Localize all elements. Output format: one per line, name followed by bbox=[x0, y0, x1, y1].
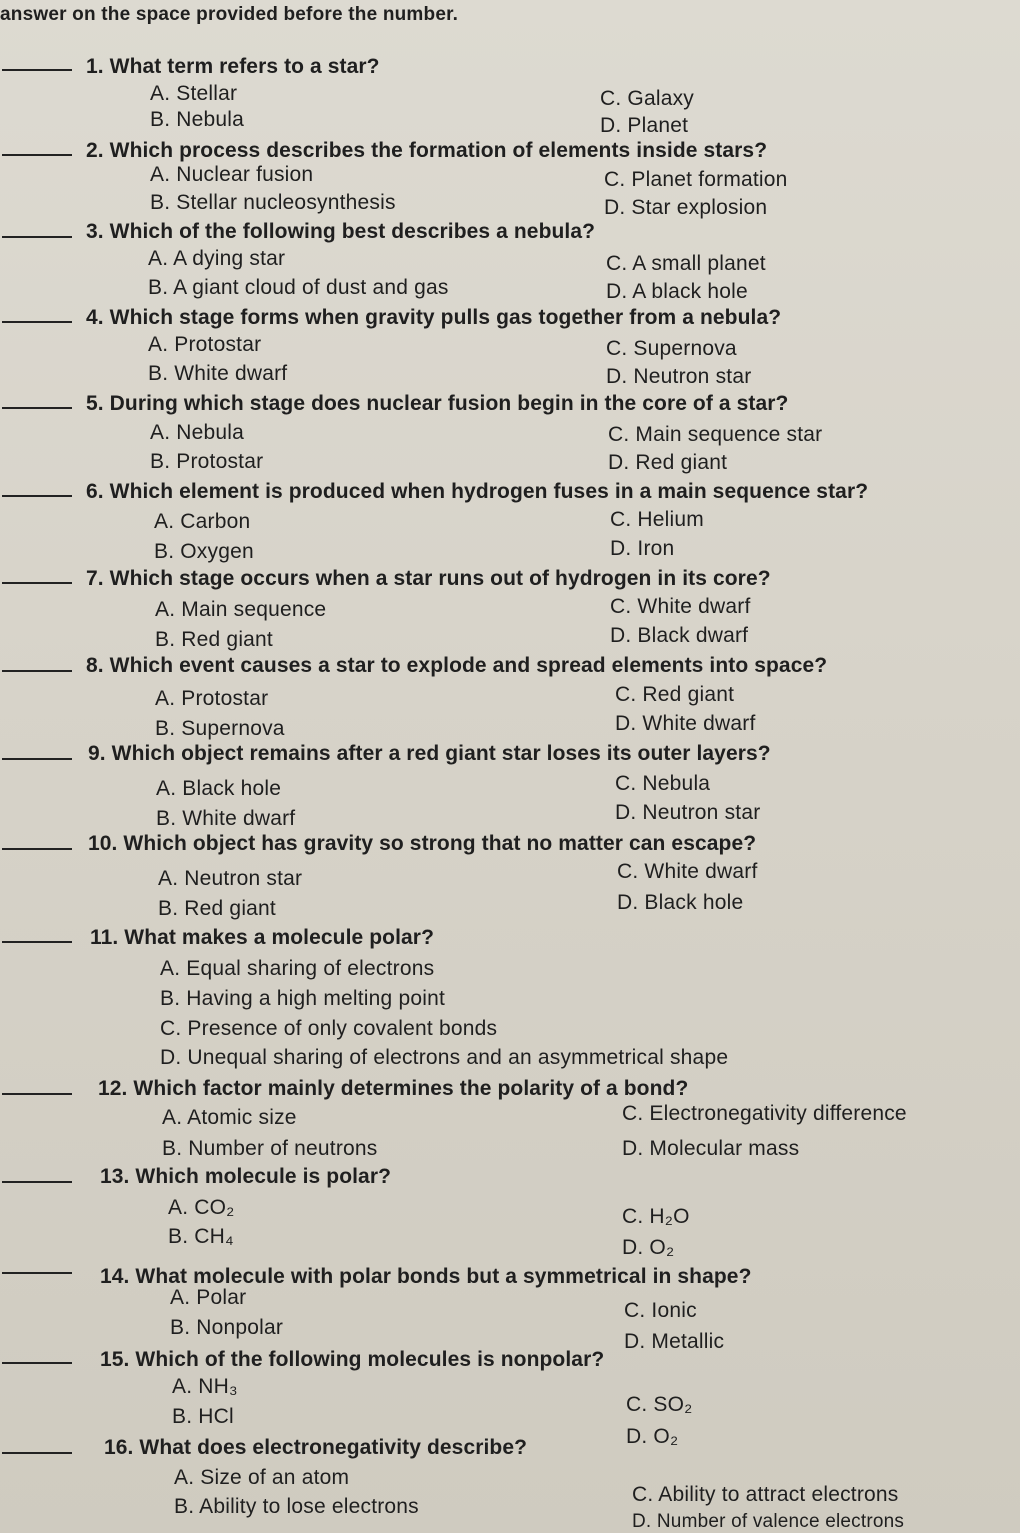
answer-blank-9[interactable] bbox=[2, 758, 72, 760]
question-5: 5. During which stage does nuclear fusion begin in the core of a star? bbox=[86, 392, 789, 415]
answer-blank-11[interactable] bbox=[2, 941, 72, 943]
option-16-d: D. Number of valence electrons bbox=[632, 1511, 905, 1532]
answer-blank-5[interactable] bbox=[2, 407, 72, 409]
option-3-c: C. A small planet bbox=[606, 252, 766, 275]
answer-blank-2[interactable] bbox=[2, 154, 72, 156]
option-1-c: C. Galaxy bbox=[600, 87, 694, 110]
option-16-a: A. Size of an atom bbox=[174, 1466, 350, 1489]
answer-blank-16[interactable] bbox=[2, 1452, 72, 1454]
option-13-c: C. H₂O bbox=[622, 1205, 690, 1228]
option-7-d: D. Black dwarf bbox=[610, 624, 749, 647]
question-10: 10. Which object has gravity so strong that no matter can escape? bbox=[88, 832, 757, 855]
option-12-b: B. Number of neutrons bbox=[162, 1137, 378, 1160]
answer-blank-14[interactable] bbox=[2, 1272, 72, 1274]
option-8-b: B. Supernova bbox=[155, 717, 285, 740]
option-7-b: B. Red giant bbox=[155, 628, 273, 651]
option-9-b: B. White dwarf bbox=[156, 807, 296, 830]
option-11-a: A. Equal sharing of electrons bbox=[160, 957, 435, 980]
option-9-a: A. Black hole bbox=[156, 777, 282, 800]
option-8-c: C. Red giant bbox=[615, 683, 735, 706]
option-4-a: A. Protostar bbox=[148, 333, 262, 356]
option-16-c: C. Ability to attract electrons bbox=[632, 1483, 899, 1506]
answer-blank-13[interactable] bbox=[2, 1181, 72, 1183]
instruction-text: answer on the space provided before the number. bbox=[0, 4, 459, 25]
answer-blank-6[interactable] bbox=[2, 495, 72, 497]
option-5-a: A. Nebula bbox=[150, 421, 245, 444]
question-1: 1. What term refers to a star? bbox=[86, 55, 380, 78]
option-12-a: A. Atomic size bbox=[162, 1106, 297, 1129]
option-3-b: B. A giant cloud of dust and gas bbox=[148, 276, 449, 299]
option-1-d: D. Planet bbox=[600, 114, 689, 137]
option-9-d: D. Neutron star bbox=[615, 801, 761, 824]
option-2-a: A. Nuclear fusion bbox=[150, 163, 314, 186]
option-13-d: D. O₂ bbox=[622, 1236, 675, 1259]
option-10-a: A. Neutron star bbox=[158, 867, 303, 890]
question-15: 15. Which of the following molecules is nonpolar? bbox=[100, 1348, 605, 1371]
option-13-b: B. CH₄ bbox=[168, 1225, 234, 1248]
option-14-d: D. Metallic bbox=[624, 1330, 725, 1353]
option-5-c: C. Main sequence star bbox=[608, 423, 823, 446]
option-15-b: B. HCl bbox=[172, 1405, 234, 1428]
option-2-d: D. Star explosion bbox=[604, 196, 768, 219]
answer-blank-15[interactable] bbox=[2, 1362, 72, 1364]
option-5-d: D. Red giant bbox=[608, 451, 728, 474]
question-2: 2. Which process describes the formation of elements inside stars? bbox=[86, 139, 768, 162]
option-4-b: B. White dwarf bbox=[148, 362, 288, 385]
question-3: 3. Which of the following best describes a nebula? bbox=[86, 220, 596, 243]
option-10-c: C. White dwarf bbox=[617, 860, 758, 883]
answer-blank-1[interactable] bbox=[2, 69, 72, 71]
option-15-a: A. NH₃ bbox=[172, 1375, 238, 1398]
option-3-d: D. A black hole bbox=[606, 280, 748, 303]
option-13-a: A. CO₂ bbox=[168, 1196, 235, 1219]
option-6-d: D. Iron bbox=[610, 537, 675, 560]
answer-blank-7[interactable] bbox=[2, 582, 72, 584]
question-6: 6. Which element is produced when hydrogen fuses in a main sequence star? bbox=[86, 480, 869, 503]
question-13: 13. Which molecule is polar? bbox=[100, 1165, 392, 1188]
option-16-b: B. Ability to lose electrons bbox=[174, 1495, 419, 1518]
option-12-c: C. Electronegativity difference bbox=[622, 1102, 907, 1125]
answer-blank-10[interactable] bbox=[2, 848, 72, 850]
option-14-c: C. Ionic bbox=[624, 1299, 697, 1322]
question-14: 14. What molecule with polar bonds but a symmetrical in shape? bbox=[100, 1265, 752, 1288]
option-7-c: C. White dwarf bbox=[610, 595, 751, 618]
question-9: 9. Which object remains after a red giant star loses its outer layers? bbox=[88, 742, 771, 765]
option-2-c: C. Planet formation bbox=[604, 168, 788, 191]
option-10-b: B. Red giant bbox=[158, 897, 276, 920]
question-7: 7. Which stage occurs when a star runs out of hydrogen in its core? bbox=[86, 567, 771, 590]
option-3-a: A. A dying star bbox=[148, 247, 286, 270]
answer-blank-3[interactable] bbox=[2, 236, 72, 238]
option-4-c: C. Supernova bbox=[606, 337, 737, 360]
option-14-b: B. Nonpolar bbox=[170, 1316, 284, 1339]
option-5-b: B. Protostar bbox=[150, 450, 264, 473]
option-8-a: A. Protostar bbox=[155, 687, 269, 710]
option-12-d: D. Molecular mass bbox=[622, 1137, 800, 1160]
option-11-b: B. Having a high melting point bbox=[160, 987, 445, 1010]
question-12: 12. Which factor mainly determines the polarity of a bond? bbox=[98, 1077, 689, 1100]
option-2-b: B. Stellar nucleosynthesis bbox=[150, 191, 396, 214]
answer-blank-8[interactable] bbox=[2, 670, 72, 672]
question-16: 16. What does electronegativity describe? bbox=[104, 1436, 528, 1459]
option-4-d: D. Neutron star bbox=[606, 365, 752, 388]
option-6-b: B. Oxygen bbox=[154, 540, 254, 563]
option-6-c: C. Helium bbox=[610, 508, 704, 531]
option-11-d: D. Unequal sharing of electrons and an asymmetrical shape bbox=[160, 1046, 729, 1069]
option-14-a: A. Polar bbox=[170, 1286, 247, 1309]
option-15-c: C. SO₂ bbox=[626, 1393, 693, 1416]
question-11: 11. What makes a molecule polar? bbox=[90, 926, 434, 949]
option-8-d: D. White dwarf bbox=[615, 712, 756, 735]
answer-blank-4[interactable] bbox=[2, 321, 72, 323]
answer-blank-12[interactable] bbox=[2, 1093, 72, 1095]
question-8: 8. Which event causes a star to explode and spread elements into space? bbox=[86, 654, 828, 677]
option-15-d: D. O₂ bbox=[626, 1425, 679, 1448]
option-1-a: A. Stellar bbox=[150, 82, 238, 105]
option-11-c: C. Presence of only covalent bonds bbox=[160, 1017, 498, 1040]
option-10-d: D. Black hole bbox=[617, 891, 744, 914]
option-7-a: A. Main sequence bbox=[155, 598, 327, 621]
option-6-a: A. Carbon bbox=[154, 510, 251, 533]
question-4: 4. Which stage forms when gravity pulls gas together from a nebula? bbox=[86, 306, 782, 329]
option-9-c: C. Nebula bbox=[615, 772, 711, 795]
option-1-b: B. Nebula bbox=[150, 108, 245, 131]
